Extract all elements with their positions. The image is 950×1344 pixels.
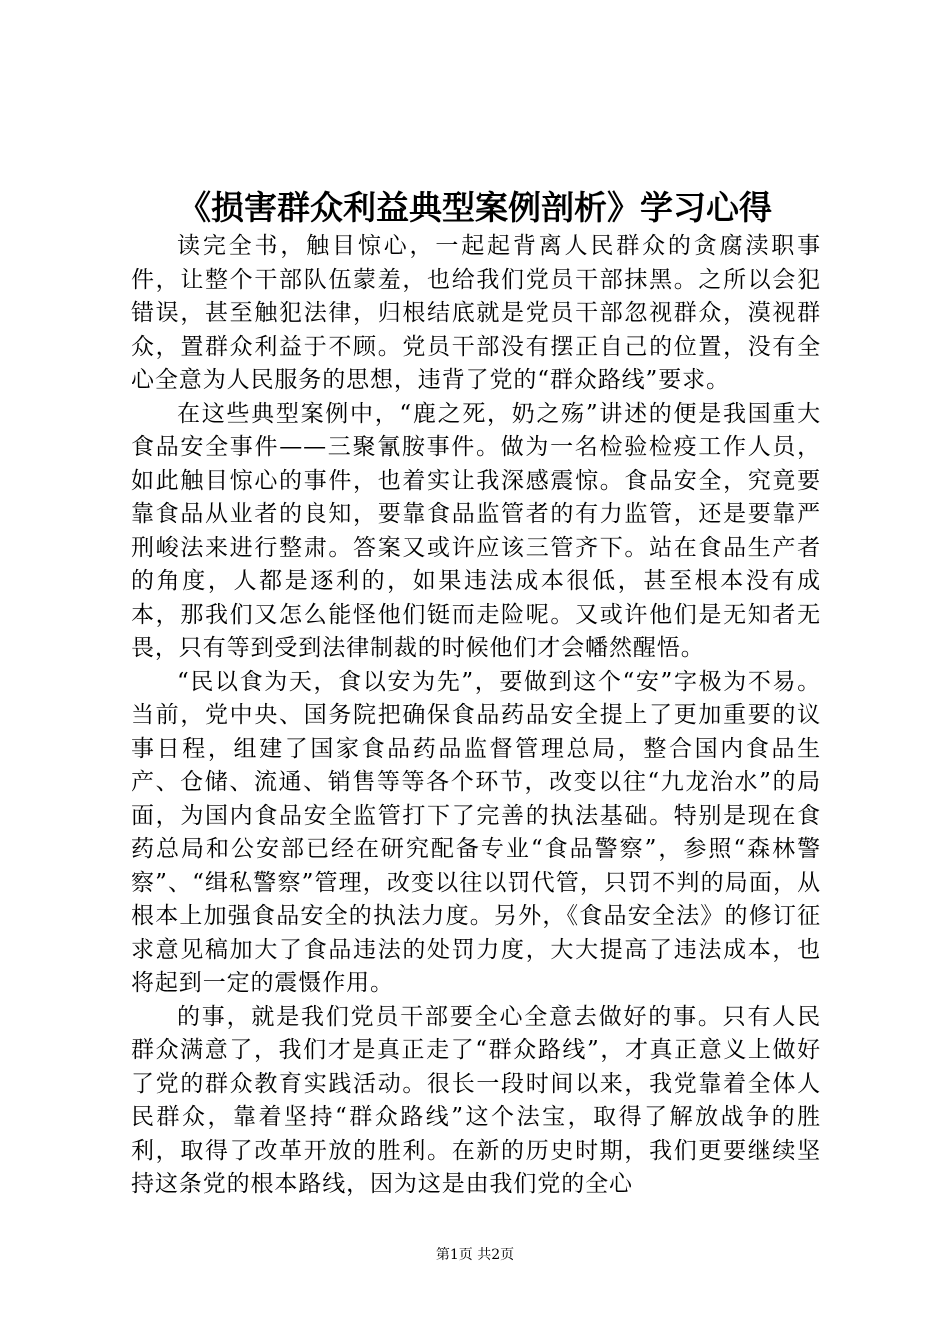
page-number-footer: 第1页 共2页	[435, 1247, 515, 1263]
paragraph-2: 在这些典型案例中，“鹿之死，奶之殇”讲述的便是我国重大食品安全事件——三聚氰胺事件。做为一名检验检疫工作人员，如此触目惊心的事件，也着实让我深感震惊。食品安全，究竟要靠食品从业者的良知，要靠食品监管者的有力监管，还是要靠严刑峻法来进行整肃。答案又或许应该三管齐下。站在食品生产者的角度，人都是逐利的，如果违法成本很低，甚至根本没有成本，那我们又怎么能怪他们铤而走险呢。又或许他们是无知者无畏，只有等到受到法律制裁的时候他们才会幡然醒悟。	[131, 400, 821, 661]
paragraph-1: 读完全书，触目惊心，一起起背离人民群众的贪腐渎职事件，让整个干部队伍蒙羞，也给我们党员干部抹黑。之所以会犯错误，甚至触犯法律，归根结底就是党员干部忽视群众，漠视群众，置群众利益于不顾。党员干部没有摆正自己的位置，没有全心全意为人民服务的思想，违背了党的“群众路线”要求。	[131, 233, 821, 393]
paragraph-4: 的事，就是我们党员干部要全心全意去做好的事。只有人民群众满意了，我们才是真正走了“群众路线”，才真正意义上做好了党的群众教育实践活动。很长一段时间以来，我党靠着全体人民群众，靠着坚持“群众路线”这个法宝，取得了解放战争的胜利，取得了改革开放的胜利。在新的历史时期，我们更要继续坚持这条党的根本路线，因为这是由我们党的全心	[131, 1003, 821, 1197]
document-body	[131, 230, 821, 1202]
paragraph-3: “民以食为天，食以安为先”，要做到这个“安”字极为不易。当前，党中央、国务院把确保食品药品安全提上了更加重要的议事日程，组建了国家食品药品监督管理总局，整合国内食品生产、仓储、流通、销售等等各个环节，改变以往“九龙治水”的局面，为国内食品安全监管打下了完善的执法基础。特别是现在食药总局和公安部已经在研究配备专业“食品警察”，参照“森林警察”、“缉私警察”管理，改变以往以罚代管，只罚不判的局面，从根本上加强食品安全的执法力度。另外，《食品安全法》的修订征求意见稿加大了食品违法的处罚力度，大大提高了违法成本，也将起到一定的震慑作用。	[131, 668, 821, 996]
document-title: 《损害群众利益典型案例剖析》学习心得	[178, 188, 772, 227]
